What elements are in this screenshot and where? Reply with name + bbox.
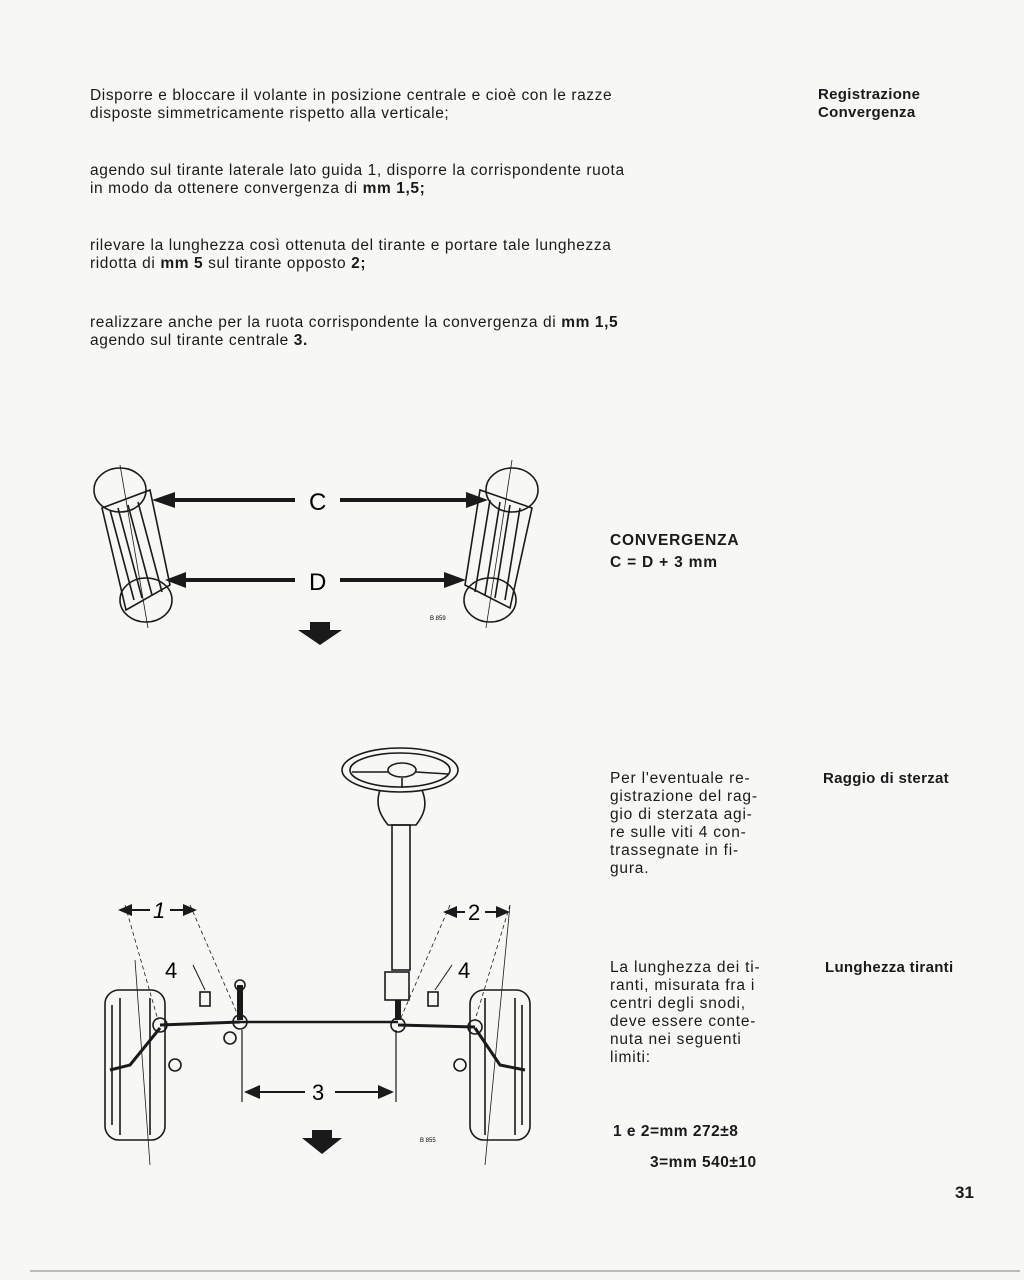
down-arrow-icon — [298, 622, 342, 645]
steering-wheel-icon — [342, 748, 458, 970]
p4-line1-text: realizzare anche per la ruota corrispondente la convergenza di — [90, 314, 562, 331]
lunghezza-line: ranti, misurata fra i — [610, 977, 756, 994]
raggio-description — [610, 770, 758, 878]
raggio-line: Per l'eventuale re- — [610, 770, 751, 787]
label-1: 1 — [153, 898, 166, 923]
p2-line1: agendo sul tirante laterale lato guida 1, disporre la corrispondente ruota — [90, 162, 625, 179]
paragraph-3 — [90, 237, 790, 273]
steering-linkage-figure — [90, 730, 560, 1170]
convergence-figure — [80, 450, 560, 650]
paragraph-2 — [90, 162, 790, 198]
p3-line2-bold1: mm 5 — [160, 255, 204, 272]
lunghezza-line: centri degli snodi, — [610, 995, 746, 1012]
label-3: 3 — [312, 1080, 325, 1105]
raggio-line: re sulle viti 4 con- — [610, 824, 747, 841]
p4-line2-bold: 3. — [293, 332, 308, 349]
p3-line2-text: ridotta di — [90, 255, 161, 272]
raggio-line: trassegnate in fi- — [610, 842, 739, 859]
label-4-right: 4 — [458, 958, 471, 983]
right-wheel-icon — [464, 460, 538, 628]
sidenote-lunghezza: Lunghezza tiranti — [825, 959, 954, 976]
convergenza-caption — [610, 530, 739, 574]
p4-line2 — [90, 332, 790, 350]
steering-box — [385, 972, 409, 1000]
down-arrow-icon — [302, 1130, 342, 1154]
p1-line2: disposte simmetricamente rispetto alla verticale; — [90, 105, 450, 122]
p3-line2-bold2: 2; — [351, 255, 367, 272]
lunghezza-line: deve essere conte- — [610, 1013, 757, 1030]
p2-line2 — [90, 180, 790, 198]
convergenza-title: CONVERGENZA — [610, 532, 740, 549]
left-front-wheel-icon — [105, 960, 165, 1165]
paragraph-4 — [90, 314, 790, 350]
raggio-line: gistrazione del rag- — [610, 788, 758, 805]
lunghezza-line: nuta nei seguenti — [610, 1031, 742, 1048]
lunghezza-line: La lunghezza dei ti- — [610, 959, 761, 976]
p4-line2-text: agendo sul tirante centrale — [90, 332, 294, 349]
label-c: C — [309, 489, 327, 516]
raggio-line: gura. — [610, 860, 650, 877]
p3-line2 — [90, 255, 790, 273]
p4-line1 — [90, 314, 790, 332]
p3-line2-mid: sul tirante opposto — [203, 255, 352, 272]
paragraph-1 — [90, 87, 790, 123]
p4-line1-bold: mm 1,5 — [561, 314, 619, 331]
sidenote-raggio: Raggio di sterzat — [823, 770, 949, 787]
label-d: D — [309, 569, 327, 596]
fig2-code: B 855 — [420, 1138, 436, 1144]
raggio-line: gio di sterzata agi- — [610, 806, 753, 823]
convergenza-formula: C = D + 3 mm — [610, 554, 718, 571]
label-2: 2 — [468, 900, 481, 925]
sidenote-registrazione-line1: Registrazione — [818, 86, 921, 103]
p1-line1: Disporre e bloccare il volante in posizione centrale e cioè con le razze — [90, 87, 613, 104]
p2-line2-bold: mm 1,5; — [362, 180, 426, 197]
lunghezza-line: limiti: — [610, 1049, 651, 1066]
page-number: 31 — [955, 1183, 974, 1202]
page-edge-divider — [30, 1270, 1020, 1272]
label-4-left: 4 — [165, 958, 178, 983]
p3-line1: rilevare la lunghezza così ottenuta del tirante e portare tale lunghezza — [90, 237, 612, 254]
lunghezza-description — [610, 959, 760, 1067]
left-wheel-icon — [94, 465, 172, 628]
sidenote-registrazione-line2: Convergenza — [818, 104, 916, 121]
p2-line2-text: in modo da ottenere convergenza di — [90, 180, 363, 197]
spec-tie-rods-1-2: 1 e 2=mm 272±8 — [613, 1123, 739, 1140]
fig1-code: B 859 — [430, 616, 446, 622]
spec-tie-rod-3: 3=mm 540±10 — [650, 1154, 757, 1171]
sidenote-registrazione — [818, 86, 920, 122]
